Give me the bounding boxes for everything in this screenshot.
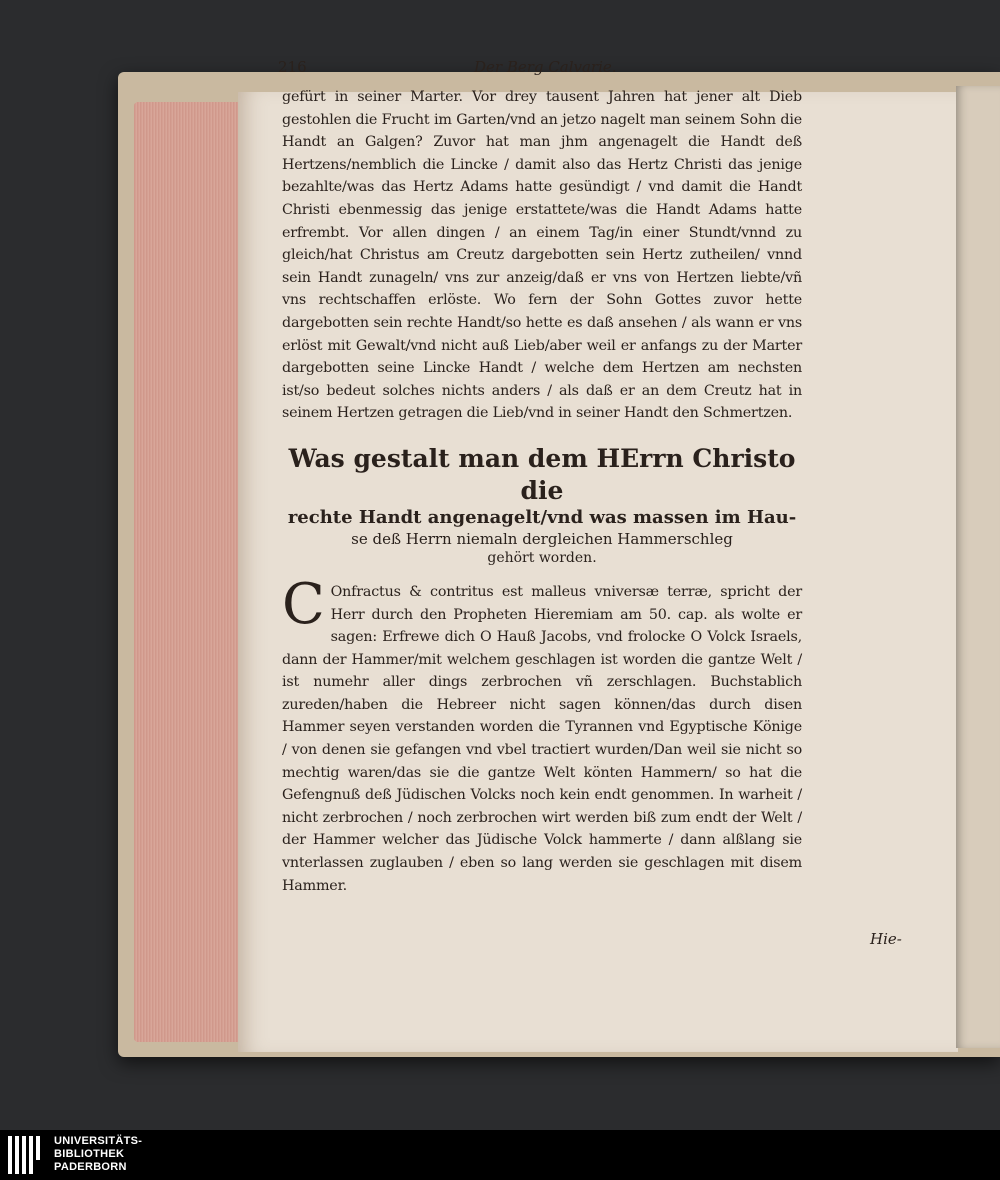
running-title: Der Berg Calvarie. [474,58,617,76]
drop-capital: C [282,571,325,637]
catchword: Hie- [870,930,902,948]
library-logo-icon [8,1136,48,1174]
section-heading [282,443,802,567]
page-header [278,58,798,82]
page-text [282,86,802,897]
paragraph-2-text: Onfractus & contritus est malleus vniversæ terræ, spricht der Herr durch den Propheten Hieremiam am 50. cap. als wolte er sagen: Erfrewe dich O Hauß Jacobs, vnd frolocke O Volck Israels, dann der Hammer/mit welchem geschlagen ist worden die gantze Welt / ist numehr aller dings zerbrochen vñ zerschlagen. Buchstablich zureden/haben die Hebreer nicht sagen können/das durch disen Hammer seyen verstanden worden die Tyrannen vnd Egyptische Könige / von denen sie gefangen vnd vbel tractiert wurden/Dan weil sie nicht so mechtig waren/das sie die gantze Welt könten Hammern/ so hat die Gefengnuß deß Jüdischen Volcks noch kein endt genommen. In warheit / nicht zerbrochen / noch zerbrochen wirt werden biß zum endt der Welt / der Hammer welcher das Jüdische Volck hammerte / dann alßlang sie vnterlassen zuglauben / eben so lang werden sie geschlagen mit disem Hammer. [282,583,802,894]
library-name-line-3: PADERBORN [54,1161,127,1173]
library-name-line-1: UNIVERSITÄTS- [54,1135,143,1147]
paragraph-2 [282,571,802,897]
heading-line-2: rechte Handt angenagelt/vnd was massen im Hau- [287,506,797,528]
page-edges [134,102,252,1042]
heading-line-3: se deß Herrn niemaln dergleichen Hammerschleg [351,529,733,548]
library-footer [0,1130,1000,1180]
page-number: 216 [278,58,307,76]
library-name-line-2: BIBLIOTHEK [54,1148,125,1160]
library-name [54,1135,142,1174]
heading-line-4: gehört worden. [487,549,597,566]
facing-page-edge [956,86,1000,1048]
paragraph-1: gefürt in seiner Marter. Vor drey tausent Jahren hat jener alt Dieb gestohlen die Frucht im Garten/vnd an jetzo nagelt man seinem Sohn die Handt an Galgen? Zuvor hat man jhm angenagelt die Handt deß Hertzens/nemblich die Lincke / damit also das Hertz Christi das jenige bezahlte/was das Hertz Adams hatte gesündigt / vnd damit die Handt Christi ebenmessig das jenige erstattete/was die Handt Adams hatte erfrembt. Vor allen dingen / an einem Tag/in einer Stundt/vnnd zu gleich/hat Christus am Creutz dargebotten sein Hertz zutheilen/ vnnd sein Handt zunageln/ vns zur anzeig/daß er vns von Hertzen liebte/vñ vns rechtschaffen erlöste. Wo fern der Sohn Gottes zuvor hette dargebotten sein rechte Handt/so hette es daß ansehen / als wann er vns erlöst mit Gewalt/vnd nicht auß Lieb/aber weil er anfangs zu der Marter dargebotten seine Lincke Handt / welche dem Hertzen am nechsten ist/so bedeut solches nichts anders / als daß er an dem Creutz hat in seinem Hertzen getragen die Lieb/vnd in seiner Handt den Schmertzen. [282,89,802,422]
heading-line-1: Was gestalt man dem HErrn Christo die [288,443,796,505]
